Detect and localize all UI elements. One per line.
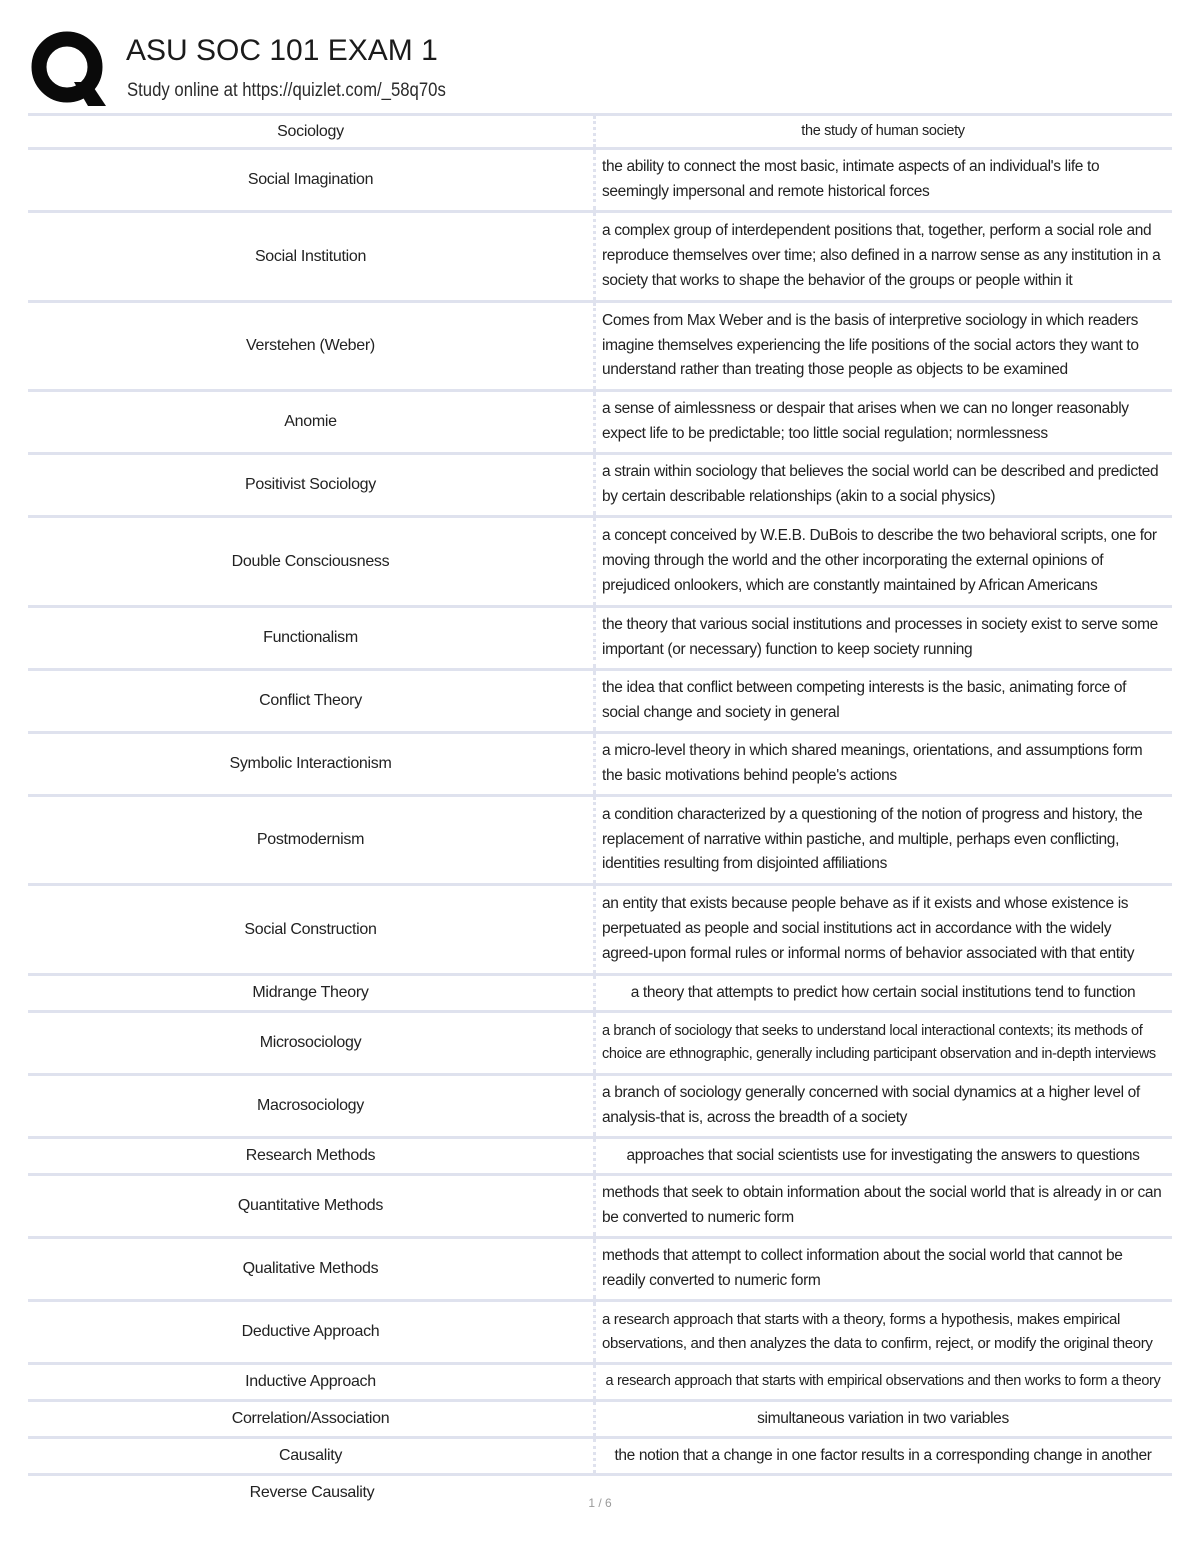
flashcard-row — [28, 1136, 1172, 1173]
card-term: Anomie — [284, 413, 337, 430]
card-definition-cell — [596, 1439, 1172, 1473]
study-online-link[interactable]: Study online at https://quizlet.com/_58q70s — [127, 80, 446, 101]
flashcard-row — [28, 1010, 1172, 1073]
card-term-cell — [28, 1013, 596, 1073]
flashcard-row — [28, 883, 1172, 973]
flashcard-row — [28, 731, 1172, 794]
card-definition-cell — [596, 116, 1172, 147]
page-title: ASU SOC 101 EXAM 1 — [126, 34, 438, 67]
card-term-cell — [28, 213, 596, 300]
card-term: Quantitative Methods — [237, 1197, 384, 1214]
card-term-cell — [28, 608, 596, 668]
card-definition-cell — [596, 1013, 1172, 1073]
flashcard-row — [28, 1362, 1172, 1399]
card-definition: a sense of aimlessness or despair that arises when we can no longer reasonably expect life to be predictable; too little social regulation; normlessness — [602, 400, 1129, 442]
table-bottom-divider — [28, 1473, 1172, 1476]
card-term: Verstehen (Weber) — [246, 337, 375, 354]
card-term: Positivist Sociology — [245, 476, 376, 493]
flashcard-row — [28, 300, 1172, 389]
card-term-cell — [28, 1239, 596, 1299]
card-term-cell — [28, 671, 596, 731]
card-term-cell — [28, 1439, 596, 1473]
card-term-cell — [28, 886, 596, 973]
card-term-cell — [28, 392, 596, 452]
card-term: Microsociology — [259, 1034, 362, 1051]
flashcard-row — [28, 210, 1172, 300]
card-definition: a strain within sociology that believes the social world can be described and predicted by certain describable relationships (akin to a social physics) — [602, 463, 1159, 505]
card-definition-cell — [596, 518, 1172, 605]
card-definition: approaches that social scientists use for investigating the answers to questions — [626, 1146, 1140, 1164]
card-term-cell — [28, 797, 596, 883]
card-term: Social Construction — [244, 920, 377, 938]
card-term: Double Consciousness — [231, 552, 390, 570]
card-term: Inductive Approach — [245, 1373, 376, 1390]
card-definition-cell — [596, 734, 1172, 794]
quizlet-logo-icon — [30, 30, 108, 108]
card-term: Symbolic Interactionism — [229, 755, 392, 772]
card-term-cell — [28, 455, 596, 515]
card-term-cell — [28, 1076, 596, 1136]
card-term-cell — [28, 1139, 596, 1173]
card-term-cell — [28, 1176, 596, 1236]
card-definition: a micro-level theory in which shared meanings, orientations, and assumptions form the basic motivations behind people's actions — [602, 742, 1143, 784]
card-term-cell — [28, 116, 596, 147]
card-definition-cell — [596, 1076, 1172, 1136]
card-term: Deductive Approach — [241, 1323, 380, 1340]
card-term: Macrosociology — [257, 1097, 364, 1114]
flashcard-row — [28, 1073, 1172, 1136]
flashcard-row — [28, 1436, 1172, 1473]
card-definition: a research approach that starts with empirical observations and then works to form a theory — [605, 1373, 1161, 1390]
card-term-cell — [28, 303, 596, 389]
card-definition-cell — [596, 886, 1172, 973]
card-definition-cell — [596, 1302, 1172, 1362]
flashcard-row — [28, 1399, 1172, 1436]
flashcard-row — [28, 794, 1172, 883]
card-definition: the theory that various social institutions and processes in society exist to serve some important (or necessary) function to keep society running — [602, 616, 1158, 658]
card-definition-cell — [596, 213, 1172, 300]
card-definition-cell — [596, 1365, 1172, 1399]
card-definition: Comes from Max Weber and is the basis of interpretive sociology in which readers imagine themselves experiencing the life positions of the social actors they want to understand rather than treating those people as objects to be examined — [602, 311, 1139, 379]
card-definition: a complex group of interdependent positions that, together, perform a social role and reproduce themselves over time; also defined in a narrow sense as any institution in a society that works to shape the behavior of the groups or people within it — [602, 222, 1161, 289]
card-term: Research Methods — [245, 1147, 376, 1164]
card-term-cell — [28, 1402, 596, 1436]
flashcard-table — [28, 113, 1172, 1476]
card-definition-cell — [596, 455, 1172, 515]
card-term: Causality — [278, 1447, 343, 1464]
card-term: Conflict Theory — [259, 692, 362, 709]
page-number: 1 / 6 — [588, 1496, 612, 1510]
card-definition-cell — [596, 150, 1172, 210]
card-definition: the notion that a change in one factor results in a corresponding change in another — [614, 1446, 1152, 1464]
card-definition: the ability to connect the most basic, intimate aspects of an individual's life to seemingly impersonal and remote historical forces — [602, 158, 1100, 200]
page-header — [30, 30, 1172, 110]
card-term-cell — [28, 1365, 596, 1399]
card-definition: methods that seek to obtain information about the social world that is already in or can be converted to numeric form — [602, 1184, 1162, 1226]
card-definition-cell — [596, 1239, 1172, 1299]
card-definition: the study of human society — [801, 122, 965, 139]
card-definition: a theory that attempts to predict how certain social institutions tend to function — [630, 983, 1136, 1001]
flashcard-row — [28, 147, 1172, 210]
card-definition: a condition characterized by a questioning of the notion of progress and history, the replacement of narrative within pastiche, and multiple, perhaps even conflicting, identities resulting from disjointed affiliations — [602, 805, 1143, 873]
card-definition-cell — [596, 303, 1172, 389]
card-term: Qualitative Methods — [242, 1260, 379, 1277]
card-term-cell — [28, 1302, 596, 1362]
card-definition-cell — [596, 671, 1172, 731]
card-definition: a branch of sociology generally concerned with social dynamics at a higher level of analysis-that is, across the breadth of a society — [602, 1084, 1140, 1126]
flashcard-row — [28, 113, 1172, 147]
card-term: Postmodernism — [256, 831, 365, 848]
card-definition: a concept conceived by W.E.B. DuBois to describe the two behavioral scripts, one for moving through the world and the other incorporating the external opinions of prejudiced onlookers, which are constantly maintained by African Americans — [602, 527, 1157, 594]
card-term: Sociology — [277, 122, 344, 140]
card-term: Correlation/Association — [231, 1410, 390, 1427]
card-definition-cell — [596, 608, 1172, 668]
card-definition: a research approach that starts with a theory, forms a hypothesis, makes empirical observations, and then analyzes the data to confirm, reject, or modify the original theory — [602, 1311, 1153, 1352]
flashcard-row — [28, 452, 1172, 515]
card-term: Social Imagination — [247, 171, 374, 188]
flashcard-row — [28, 389, 1172, 452]
card-term-cell — [28, 518, 596, 605]
card-term: Reverse Causality — [249, 1484, 375, 1501]
card-definition-cell — [596, 392, 1172, 452]
card-definition: the idea that conflict between competing interests is the basic, animating force of social change and society in general — [602, 679, 1127, 721]
card-definition: methods that attempt to collect information about the social world that cannot be readily converted to numeric form — [602, 1247, 1123, 1289]
card-definition: a branch of sociology that seeks to understand local interactional contexts; its methods of choice are ethnographic, generally including participant observation and in-depth interviews — [602, 1022, 1156, 1062]
flashcard-row — [28, 1299, 1172, 1362]
card-term: Midrange Theory — [252, 984, 369, 1001]
card-term: Functionalism — [263, 629, 358, 646]
card-definition-cell — [596, 797, 1172, 883]
flashcard-row — [28, 515, 1172, 605]
card-definition: simultaneous variation in two variables — [757, 1409, 1009, 1427]
flashcard-row — [28, 668, 1172, 731]
card-definition-cell — [596, 1402, 1172, 1436]
flashcard-row — [28, 1236, 1172, 1299]
card-term-cell — [28, 734, 596, 794]
flashcard-row — [28, 973, 1172, 1010]
flashcard-row — [28, 1173, 1172, 1236]
card-definition-cell — [596, 1176, 1172, 1236]
card-term-cell — [28, 976, 596, 1010]
flashcard-row — [28, 605, 1172, 668]
card-definition-cell — [596, 1139, 1172, 1173]
card-term: Social Institution — [254, 247, 367, 265]
card-term-cell — [28, 150, 596, 210]
card-definition: an entity that exists because people behave as if it exists and whose existence is perpetuated as people and social institutions act in accordance with the widely agreed-upon formal rules or informal norms of behavior associated with that entity — [602, 895, 1135, 962]
card-definition-cell — [596, 976, 1172, 1010]
